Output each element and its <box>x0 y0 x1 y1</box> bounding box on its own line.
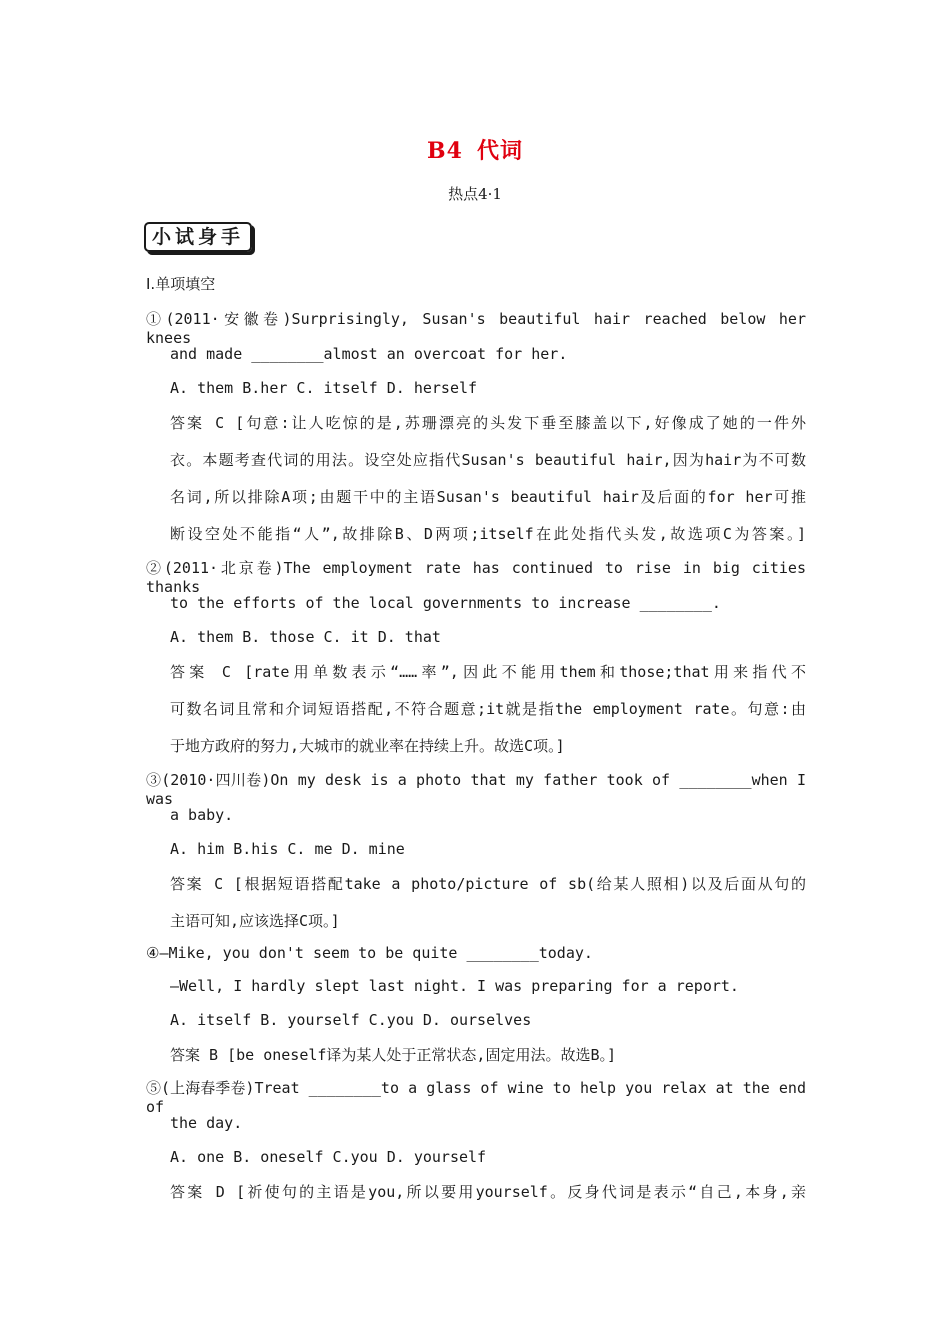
answer-line: 答案 C [句意:让人吃惊的是,苏珊漂亮的头发下垂至膝盖以下,好像成了她的一件外 <box>170 414 806 432</box>
question-stem: ①(2011·安徽卷)Surprisingly, Susan's beautiful hair reached below her knees <box>146 310 806 347</box>
question-options: A. itself B. yourself C.you D. ourselves <box>170 1011 532 1029</box>
answer-line: 衣。本题考查代词的用法。设空处应指代Susan's beautiful hair,因为hair为不可数 <box>170 451 806 469</box>
question-stem-cont: —Well, I hardly slept last night. I was preparing for a report. <box>170 977 739 995</box>
question-options: A. them B.her C. itself D. herself <box>170 379 478 397</box>
title-name: 代词 <box>476 138 523 164</box>
question-stem: ⑤(上海春季卷)Treat ________to a glass of wine to help you relax at the end of <box>146 1079 806 1116</box>
question-stem-cont: a baby. <box>170 806 234 824</box>
question-stem-cont: and made ________almost an overcoat for her. <box>170 345 568 363</box>
question-options: A. him B.his C. me D. mine <box>170 840 405 858</box>
answer-line: 于地方政府的努力,大城市的就业率在持续上升。故选C项。] <box>170 737 565 755</box>
answer-line: 答案 C [rate用单数表示“……率”,因此不能用them和those;that用来指代不 <box>170 663 806 681</box>
question-stem: ④—Mike, you don't seem to be quite ________today. <box>146 944 593 962</box>
question-stem-cont: to the efforts of the local governments to increase ________. <box>170 594 721 612</box>
title-code: B4 <box>427 138 463 164</box>
answer-line: 主语可知,应该选择C项。] <box>170 912 340 930</box>
page-subtitle: 热点4·1 <box>448 185 502 203</box>
answer-line: 断设空处不能指“人”,故排除B、D两项;itself在此处指代头发,故选项C为答案。] <box>170 525 806 543</box>
question-options: A. one B. oneself C.you D. yourself <box>170 1148 487 1166</box>
question-stem: ②(2011·北京卷)The employment rate has continued to rise in big cities thanks <box>146 559 806 596</box>
section-badge: 小试身手 <box>144 222 252 252</box>
question-stem: ③(2010·四川卷)On my desk is a photo that my father took of ________when I was <box>146 771 806 808</box>
answer-line: 名词,所以排除A项;由题干中的主语Susan's beautiful hair及后面的for her可推 <box>170 488 806 506</box>
answer-line: 可数名词且常和介词短语搭配,不符合题意;it就是指the employment rate。句意:由 <box>170 700 806 718</box>
question-options: A. them B. those C. it D. that <box>170 628 441 646</box>
answer-line: 答案 C [根据短语搭配take a photo/picture of sb(给某人照相)以及后面从句的 <box>170 875 806 893</box>
answer-line: 答案 B [be oneself译为某人处于正常状态,固定用法。故选B。] <box>170 1046 617 1064</box>
question-stem-cont: the day. <box>170 1114 243 1132</box>
answer-line: 答案 D [祈使句的主语是you,所以要用yourself。反身代词是表示“自己,本身,亲 <box>170 1183 806 1201</box>
page-title <box>0 134 950 165</box>
section-heading: Ⅰ.单项填空 <box>146 275 216 293</box>
